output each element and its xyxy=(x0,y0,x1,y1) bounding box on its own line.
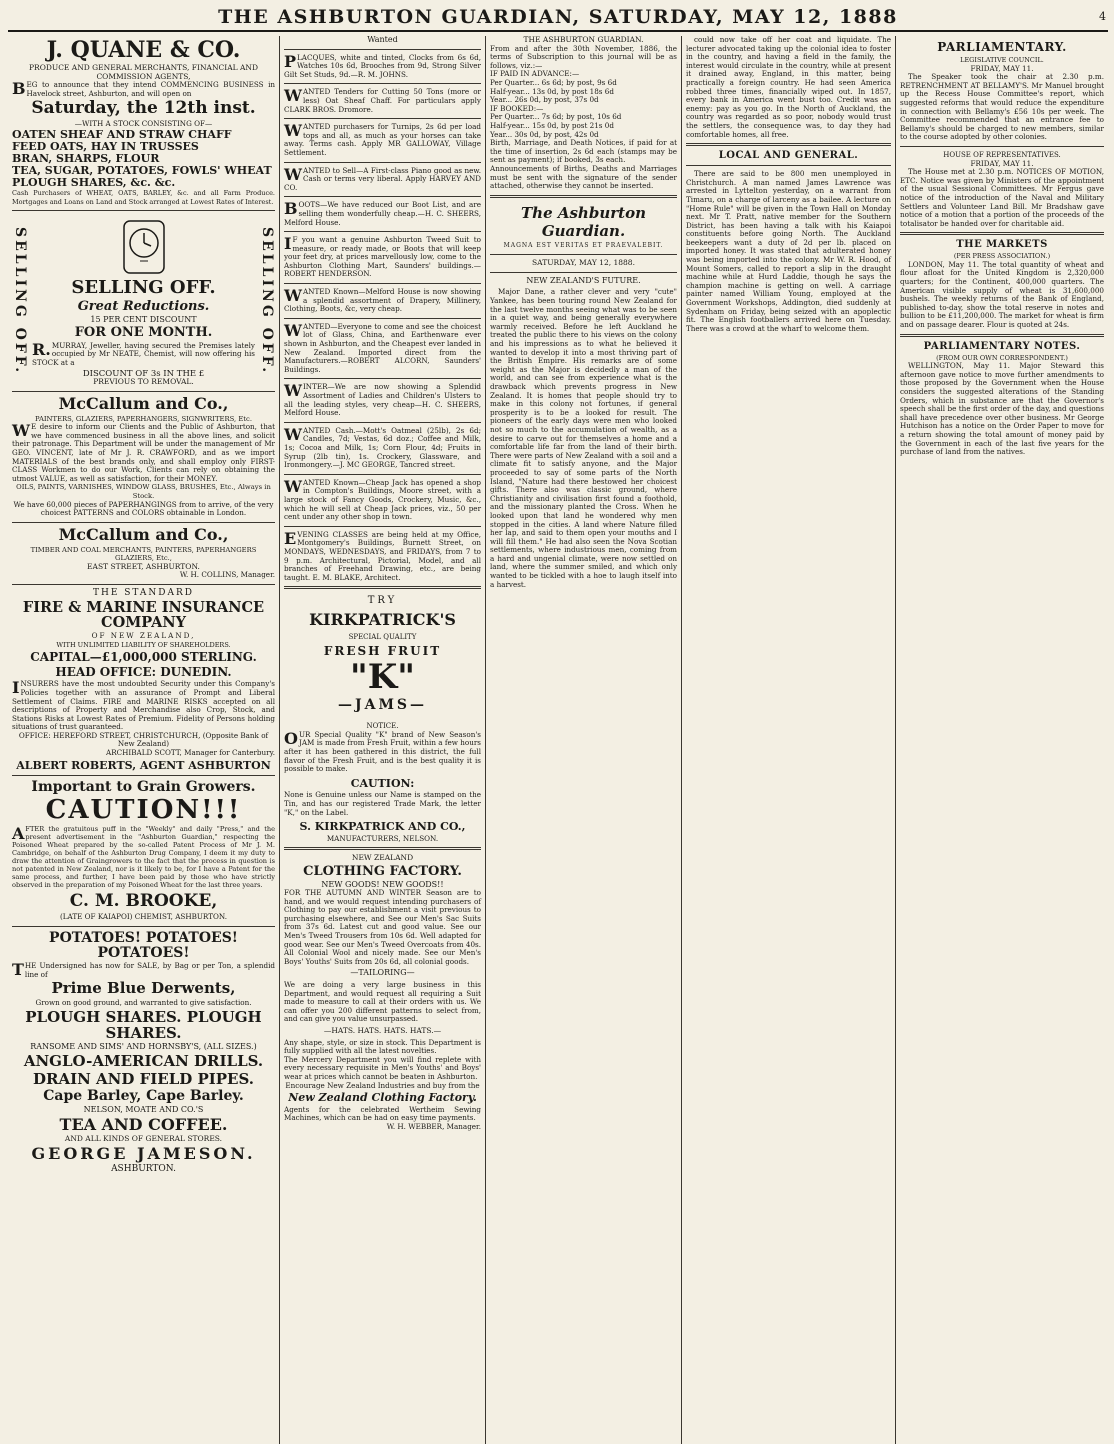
quane-item: OATEN SHEAF AND STRAW CHAFF xyxy=(12,127,232,141)
potatoes-grown: Grown on good ground, and warranted to give satisfaction. xyxy=(35,998,252,1008)
kirk-caution-body: None is Genuine unless our Name is stamped on the Tin, and has our registered Trade Mark, the letter "K," on the Label. xyxy=(284,790,481,817)
wanted-heading: Wanted xyxy=(367,36,398,44)
fire-liab: WITH UNLIMITED LIABILITY OF SHAREHOLDERS. xyxy=(56,640,231,649)
small-ad: WANTED to Sell—A First-class Piano good as new. Cash or terms very liberal. Apply HARVEY AND CO. xyxy=(284,164,481,192)
clothing-mercery: The Mercery Department you will find replete with every necessary requisite in Men's Youths' and Boys' wear at prices which cannot be beaten in Ashburton. xyxy=(284,1054,481,1081)
quane-item: PLOUGH SHARES, &c. &c. xyxy=(12,175,176,189)
markets-body: LONDON, May 11. The total quantity of wheat and flour afloat for the United Kingdom is 2,320,000 quarters; for the Continent, 400,000 quarters. The American visible supply of wheat is 31,600,000 bushels. The weekly returns of the Bank of England, published to-day, show the total reserve in notes and bullion to be £11,200,000. The market for wheat is firm and on passage dearer. Flour is quoted at 24s. xyxy=(900,259,1104,330)
fire-insurance-advert xyxy=(12,589,275,771)
rate-line: Year... 30s 0d, by post, 42s 0d xyxy=(490,129,599,139)
kirk-firm2: MANUFACTURERS, NELSON. xyxy=(326,833,439,843)
plough-shares: PLOUGH SHARES. PLOUGH SHARES. xyxy=(25,1007,262,1042)
kirk-fresh: FRESH FRUIT xyxy=(323,644,442,659)
small-ad: WANTED purchasers for Turnips, 2s 6d per load tops and all, as much as your horses can take away. Terms cash. Apply MR GALLOWAY, Village Settlement. xyxy=(284,121,481,157)
column-5 xyxy=(896,36,1108,1444)
local-general-heading: LOCAL AND GENERAL. xyxy=(718,150,859,162)
nelson-moate: NELSON, MOATE AND CO.'S xyxy=(83,1105,204,1115)
fire-head-office: HEAD OFFICE: DUNEDIN. xyxy=(55,664,232,679)
rate-line: Half-year... 13s 0d, by post 18s 6d xyxy=(490,86,614,96)
column-1 xyxy=(8,36,280,1444)
mccallum-title: McCallum and Co., xyxy=(58,393,229,413)
selling-off-right: SELLING OFF. xyxy=(259,226,275,376)
paper-motto: MAGNA EST VERITAS ET PRAEVALEBIT. xyxy=(503,241,664,249)
one-month: FOR ONE MONTH. xyxy=(74,325,213,341)
fire-office: OFFICE: HEREFORD STREET, CHRISTCHURCH, (Opposite Bank of New Zealand) xyxy=(18,730,269,749)
derwents: Prime Blue Derwents, xyxy=(51,979,236,998)
clothing-hats-body: Any shape, style, or size in stock. This Department is fully supplied with all the latest novelties. xyxy=(284,1037,481,1056)
fire-mgr: ARCHIBALD SCOTT, Manager for Canterbury. xyxy=(106,748,275,758)
column-4 xyxy=(682,36,896,1444)
caution-signsub: (LATE OF KAIAPOI) CHEMIST, ASHBURTON. xyxy=(59,912,228,922)
quane-advert xyxy=(12,39,275,206)
announce-body: Announcements of Births, Deaths and Marriages must be sent with the signature of the sender attached, otherwise they cannot be inserted. xyxy=(490,163,677,191)
house-heading: HOUSE OF REPRESENTATIVES. xyxy=(943,150,1061,159)
small-ad: WANTED Known—Melford House is now showing a splendid assortment of Drapery, Millinery, Clothing, Boots, &c, very cheap. xyxy=(284,286,481,314)
potatoes-title: POTATOES! POTATOES! POTATOES! xyxy=(49,929,238,961)
rate-line: IF PAID IN ADVANCE:— xyxy=(490,69,580,79)
mccallum-timber-advert xyxy=(12,524,275,580)
small-ad: BOOTS—We have reduced our Boot List, and are selling them wonderfully cheap.—H. C. SHEERS, Melford House. xyxy=(284,199,481,227)
cape-barley: Cape Barley, Cape Barley. xyxy=(43,1088,244,1105)
clothing-goods: NEW GOODS! NEW GOODS!! xyxy=(321,879,444,889)
great-reductions: Great Reductions. xyxy=(77,298,210,314)
caution-heading: Important to Grain Growers. xyxy=(31,779,256,796)
fire-agent: ALBERT ROBERTS, AGENT ASHBURTON xyxy=(16,758,271,772)
selling-off-advert xyxy=(12,215,275,387)
quane-item: BRAN, SHARPS, FLOUR xyxy=(12,151,160,165)
markets-sub: (PER PRESS ASSOCIATION.) xyxy=(953,252,1051,261)
murray-body: R.MURRAY, Jeweller, having secured the Premises lately occupied by Mr NEATE, Chemist, will now offering his STOCK at a xyxy=(32,339,255,368)
subscription-heading: THE ASHBURTON GUARDIAN. xyxy=(523,36,644,44)
quane-item: FEED OATS, HAY IN TRUSSES xyxy=(12,139,199,153)
mccallum-timber-mgr: W. H. COLLINS, Manager. xyxy=(179,570,275,580)
house-body: The House met at 2.30 p.m. NOTICES OF MOTION, ETC. Notice was given by Ministers of the appointment of the usual Sessional Committees. Mr Fergus gave notice of the introduction of the Naval and Military Settlers and Volunteer Land Bill. Mr Bradshaw gave notice of a motion that a portion of the proceeds of the totalisator be handed over for charitable aid. xyxy=(900,167,1104,228)
page-number: 4 xyxy=(1099,10,1106,23)
caution-sign: C. M. BROOKE, xyxy=(69,891,218,912)
kirk-firm: S. KIRKPATRICK AND CO., xyxy=(299,820,466,834)
previous-removal: PREVIOUS TO REMOVAL. xyxy=(93,377,194,387)
rate-line: Per Quarter... 6s 6d; by post, 9s 6d xyxy=(490,77,617,87)
small-ad: EVENING CLASSES are being held at my Office, Montgomery's Buildings, Burnett Street, on MONDAYS, WEDNESDAYS, and FRIDAYS, from 7 to 9 p.m. Architectural, Pictorial, Model, and all branches of Freehand Drawing, etc., are being taught. E. M. BLAKE, Architect. xyxy=(284,528,481,582)
tea-coffee: TEA AND COFFEE. xyxy=(59,1114,228,1134)
mccallum-painters-advert xyxy=(12,393,275,518)
paper-title: The Ashburton Guardian. xyxy=(521,203,646,240)
kirk-jams: —JAMS— xyxy=(337,696,428,713)
article-body: Major Dane, a rather clever and very "cute" Yankee, has been touring round New Zealand for the last twelve months seeing what was to be seen in a quiet way, and being generally everywhere warmly received. Before he left Auckland he treated the public there to his views on the colony and his impressions as to what he believed it wanted to develop it into a most thriving part of the British Empire. His remarks are of some weight as the Major is decidedly a man of the world, and can see from experience what is the drawback which prevents progress in New Zealand. It is homes that people should try to make in this colony not fortunes, if general prosperity is to be a looked for result. The pioneers of the early days were men who looked not so much to the accumulation of wealth, as a desire to carve out for themselves a home and a comfortable life far from the land of their birth. There were parts of New Zealand with a soil and a climate fit to satisfy anyone, and the Major proceeded to say of some parts of the North Island, "Nature had there bestowed her choicest gifts. There also was classic ground, where Christianity and civilisation first found a foothold, and the missionary planted the Cross. When he looked upon that land he wondered why men stopped in the cities. A land where Nature filled her lap, and said to them open your mouths and I will fill them." He had also seen the Nova Scotian settlements, where industrious men, coming from a hard and ungenial climate, were now settled on land, where the summer smiled, and which only wanted to be tickled with a hoe to laugh itself into a harvest. xyxy=(490,287,677,589)
caution-body: AFTER the gratuitous puff in the "Weekly" and daily "Press," and the present advertisement in the "Ashburton Guardian," respecting the Poisoned Wheat prepared by the so-called Patent Process of Mr J. M. Cambridge, on behalf of the Ashburton Drug Company, I deem it my duty to draw the attention of Graingrowers to the fact that the process in question is not patented in New Zealand, nor is it likely to be, for I have a Patent for the same process, and further, I have been paid by those who have strictly observed in the preparation of my Poisoned Wheat for the last three years. xyxy=(12,824,275,889)
quane-foot: Cash Purchasers of WHEAT, OATS, BARLEY, &c. and all Farm Produce. Mortgages and Loans on Land and Stock arranged at Lowest Rates of Interest. xyxy=(12,188,275,206)
article-continued: could now take off her coat and liquidate. The lecturer advocated taking up the colonial idea to foster in the country, and having a field in the family, the interest would circulate in the country, while at present it drained away, England, in this matter, being practically a foreign country. He had seen America robbed three times, financially wiped out. In 1857, every bank in America went bust too. Credit was an enemy: pay as you go. In the North of Auckland, the country was regarded as so poor, nobody would trust the settlers, the consequence was, to day they had comfortable homes, all free. xyxy=(686,36,891,139)
quane-subtitle: PRODUCE AND GENERAL MERCHANTS, FINANCIAL AND COMMISSION AGENTS, xyxy=(29,63,258,81)
potatoes-body: THE Undersigned has now for SALE, by Bag or per Ton, a splendid line of xyxy=(12,960,275,980)
kirk-try: TRY xyxy=(367,595,398,607)
kirk-special: SPECIAL QUALITY xyxy=(348,632,417,641)
fire-body: INSURERS have the most undoubted Security under this Company's Policies together with an assurance of Prompt and Liberal Settlement of Claims. FIRE and MARINE RISKS accepted on all descriptions of Property and Merchandise also Crop, Stock, and Stations Risks at Lowest Rates of Premium. Fidelity of Persons holding situations of trust guaranteed. xyxy=(12,678,275,732)
markets-heading: THE MARKETS xyxy=(956,239,1048,251)
general-stores: AND ALL KINDS OF GENERAL STORES. xyxy=(64,1134,223,1144)
fire-title: FIRE & MARINE INSURANCE COMPANY xyxy=(22,598,265,631)
kirk-body: OUR Special Quality "K" brand of New Season's JAM is made from Fresh Fruit, within a few hours after it has been gathered in this district, the full flavor of the Fresh Fruit, and is the best quality it is possible to make. xyxy=(284,728,481,774)
small-ad: WANTED Known—Cheap Jack has opened a shop in Compton's Buildings, Moore street, with a large stock of Fancy Goods, Crockery, Music, &c., which he will sell at Cheap Jack prices, viz., 50 per cent under any other shop in town. xyxy=(284,476,481,522)
fire-of: OF NEW ZEALAND, xyxy=(91,630,196,640)
paper-date: SATURDAY, MAY 12, 1888. xyxy=(532,258,635,268)
rate-line: IF BOOKED:— xyxy=(490,103,544,113)
parliamentary-date: FRIDAY, MAY 11. xyxy=(970,63,1034,73)
kirk-name: KIRKPATRICK'S xyxy=(309,609,456,629)
kirk-caution: CAUTION: xyxy=(350,776,415,790)
fire-std: THE STANDARD xyxy=(92,587,195,598)
jameson-advert xyxy=(12,931,275,1174)
quane-intro: BEG to announce that they intend COMMENCING BUSINESS in Havelock street, Ashburton, and will open on xyxy=(12,79,275,99)
clothing-title: CLOTHING FACTORY. xyxy=(303,863,462,879)
article-heading: NEW ZEALAND'S FUTURE. xyxy=(526,275,641,285)
selling-off-heading: SELLING OFF. xyxy=(71,277,216,299)
clothing-encourage: Encourage New Zealand Industries and buy from the xyxy=(285,1080,480,1090)
mccallum-papers: We have 60,000 pieces of PAPERHANGINGS from to arrive, of the very choicest PATTERNS and COLORS obtainable in London. xyxy=(13,499,274,518)
percent-discount: 15 PER CENT DISCOUNT xyxy=(90,314,197,324)
quane-stock: —WITH A STOCK CONSISTING OF— xyxy=(74,119,213,129)
mccallum-timber-addr: EAST STREET, ASHBURTON. xyxy=(87,561,200,571)
column-2 xyxy=(280,36,486,1444)
notices-body: Birth, Marriage, and Death Notices, if paid for at the time of insertion, 2s 6d each (stamps may be sent as payment); if booked, 3s each. xyxy=(490,138,677,165)
kirk-notice: NOTICE. xyxy=(366,722,399,731)
parl-notes-heading: PARLIAMENTARY NOTES. xyxy=(923,340,1081,352)
mccallum-timber-sub: TIMBER AND COAL MERCHANTS, PAINTERS, PAPERHANGERS GLAZIERS, Etc., xyxy=(30,545,257,563)
clothing-nzc: New Zealand Clothing Factory. xyxy=(288,1091,477,1105)
discount-rate: DISCOUNT OF 3s IN THE £ xyxy=(82,368,205,379)
clothing-nz: NEW ZEALAND xyxy=(351,853,414,863)
mccallum-oils: OILS, PAINTS, VARNISHES, WINDOW GLASS, BRUSHES, Etc., Always in Stock. xyxy=(16,483,271,500)
rate-line: Year... 26s 0d, by post, 37s 0d xyxy=(490,95,599,105)
kirk-k: "K" xyxy=(350,656,415,697)
clothing-hats: —HATS. HATS. HATS. HATS.— xyxy=(323,1026,442,1035)
small-ad: WANTED Cash.—Mott's Oatmeal (25lb), 2s 6d; Candles, 7d; Vestas, 6d doz.; Coffee and Milk, 1s; Cocoa and Milk, 1s; Corn Flour, 4d; Fruits in Syrup (2lb tin), 1s. Crockery, Glassware, and Ironmongery.—J. MC GEORGE, Tancred street. xyxy=(284,424,481,470)
small-ad: IF you want a genuine Ashburton Tweed Suit to measure, or ready made, or Boots that will keep your feet dry, at prices marvellously low, come to the Ashburton Clothing Mart, Saunders' buildings.—ROBERT HENDERSON. xyxy=(284,234,481,279)
masthead-title: THE ASHBURTON GUARDIAN, SATURDAY, MAY 12, 1888 xyxy=(218,6,898,28)
quane-item: TEA, SUGAR, POTATOES, FOWLS' WHEAT xyxy=(12,163,272,177)
drain-pipes: DRAIN AND FIELD PIPES. xyxy=(32,1069,255,1088)
clothing-agents: Agents for the celebrated Wertheim Sewing Machines, which can be had on easy time payments. xyxy=(284,1104,481,1123)
rate-line: Per Quarter... 7s 6d; by post, 10s 6d xyxy=(490,112,622,122)
parliamentary-heading: PARLIAMENTARY. xyxy=(937,40,1067,54)
clothing-tailoring: —TAILORING— xyxy=(350,968,415,978)
mccallum-body: WE desire to inform our Clients and the Public of Ashburton, that we have commenced business in all the above lines, and solicit their patronage. This Department will be under the management of Mr GEO. VINCENT, late of Mr J. R. CRAWFORD, and as we import MATERIALS of the best brands only, and shall employ only FIRST-CLASS Workmen to do our Work, Clients can rely on obtaining the utmost VALUE, as well as satisfaction, for their MONEY. xyxy=(12,421,275,483)
subscription-rates xyxy=(490,70,677,139)
column-3 xyxy=(486,36,682,1444)
clothing-factory-advert xyxy=(284,854,481,1131)
caution-advert xyxy=(12,780,275,922)
clothing-mgr: W. H. WEBBER, Manager. xyxy=(386,1121,481,1131)
selling-off-left: SELLING OFF. xyxy=(12,226,28,376)
mccallum-timber-title: McCallum and Co., xyxy=(58,524,229,544)
ransome: RANSOME AND SIMS' AND HORNSBY'S, (ALL SIZES.) xyxy=(30,1042,257,1052)
caution-title: CAUTION!!! xyxy=(45,794,242,825)
clock-icon xyxy=(32,217,255,277)
fire-capital: CAPITAL—£1,000,000 STERLING. xyxy=(30,650,257,665)
small-ad: WANTED—Everyone to come and see the choicest lot of Glass, China, and Earthenware ever shown in Ashburton, and the Cheapest ever landed in New Zealand. Imported direct from the Manufacturers.—ROBERT ALCORN, Saunders' Buildings. xyxy=(284,320,481,374)
quane-date: Saturday, the 12th inst. xyxy=(31,98,256,119)
clothing-body: FOR THE AUTUMN AND WINTER Season are to hand, and we would request intending purchasers of Clothing to pay our establishment a visit previous to purchasing elsewhere, and See our Men's Sac Suits from 37s 6d. Latest cut and good value. See our Men's Tweed Trousers from 10s 6d. Well adapted for good wear. See our Men's Tweed Overcoats from 40s. All Colonial Wool and nicely made. See our Men's Boys' Youths' Suits from 20s 6d, all colonial goods. xyxy=(284,888,481,966)
small-ad: WINTER—We are now showing a Splendid Assortment of Ladies and Children's Ulsters to all the leading styles, very cheap—H. C. SHEERS, Melford House. xyxy=(284,381,481,418)
quane-items xyxy=(12,129,275,189)
parl-notes-body: WELLINGTON, May 11. Major Steward this afternoon gave notice to move further amendments to those proposed by the Government when the House considers the suggested alterations of the Standing Orders, which in substance are that the Governor's speech shall be the first order of the day, and questions shall have precedence over other business. Mr George Hutchison has a notice on the Order Paper to move for a return showing the total amount of money paid by the Government in each of the last five years for the purchase of land from the natives. xyxy=(900,361,1104,457)
parliamentary-sub: LEGISLATIVE COUNCIL. xyxy=(960,56,1044,64)
masthead xyxy=(8,4,1108,32)
jameson-town: ASHBURTON. xyxy=(111,1163,176,1174)
quane-title: J. QUANE & CO. xyxy=(46,37,241,63)
parliamentary-body: The Speaker took the chair at 2.30 p.m. RETRENCHMENT AT BELLAMY'S. Mr Manuel brought up the Recess House Committee's report, which suggested reforms that would reduce the expenditure in connection with Bellamy's £56 10s per week. The Committee recommended that an entrance fee to Bellamy's should be charged to new members, similar to the course adopted by other colonies. xyxy=(900,72,1104,142)
mccallum-subtitle: PAINTERS, GLAZIERS, PAPERHANGERS, SIGNWRITERS, Etc. xyxy=(35,414,252,423)
small-ad: PLACQUES, white and tinted, Clocks from 6s 6d, Watches 10s 6d, Brooches from 9d, Strong Silver Gilt Set Studs, 9d.—R. M. JOHNS. xyxy=(284,51,481,79)
kirkpatrick-advert xyxy=(284,597,481,843)
local-general-body: There are said to be 800 men unemployed in Christchurch. A man named James Lawrence was arrested in Lyttelton yesterday, on a warrant from Timaru, on a charge of larceny as a bailee. A lecture on "Home Rule" will be given in the Town Hall on Monday next. Mr T. Pratt, native member for the Southern District, has been having a talk with his Kaiapoi constituents before going North. The Auckland beekeepers want a duty of 2d per lb. placed on imported honey. It was stated that adulterated honey was being imported into the colony. Mr W. R. Hood, of Mount Somers, called to report a slip in the draught machine while at Hurd Laddie, though he says the champion machine is getting on well. A carriage painter named William Young, employed at the Government Workshops, Addington, died suddenly at Sydenham on Friday, being seized with an apoplectic fit. The English footballers arrived here on Tuesday. There was a crowd at the wharf to welcome them. xyxy=(686,169,891,333)
house-date: FRIDAY, MAY 11. xyxy=(970,158,1034,168)
jameson-name: GEORGE JAMESON. xyxy=(31,1144,256,1164)
subscription-body: From and after the 30th November, 1886, the terms of Subscription to this journal will be as follows, viz.:— xyxy=(490,43,677,70)
rate-line: Half-year... 15s 0d, by post 21s 0d xyxy=(490,120,614,130)
small-ad: WANTED Tenders for Cutting 50 Tons (more or less) Oat Sheaf Chaff. For particulars apply CLARK BROS. Dromore. xyxy=(284,86,481,114)
drills: ANGLO-AMERICAN DRILLS. xyxy=(23,1051,264,1070)
parl-notes-sub: (FROM OUR OWN CORRESPONDENT.) xyxy=(936,353,1068,362)
clothing-tailoring-body: We are doing a very large business in this Department, and would request all requiring a Suit made to measure to call at their orders with us. We can offer you 200 different patterns to select from, and can give you value unsurpassed. xyxy=(284,980,481,1024)
